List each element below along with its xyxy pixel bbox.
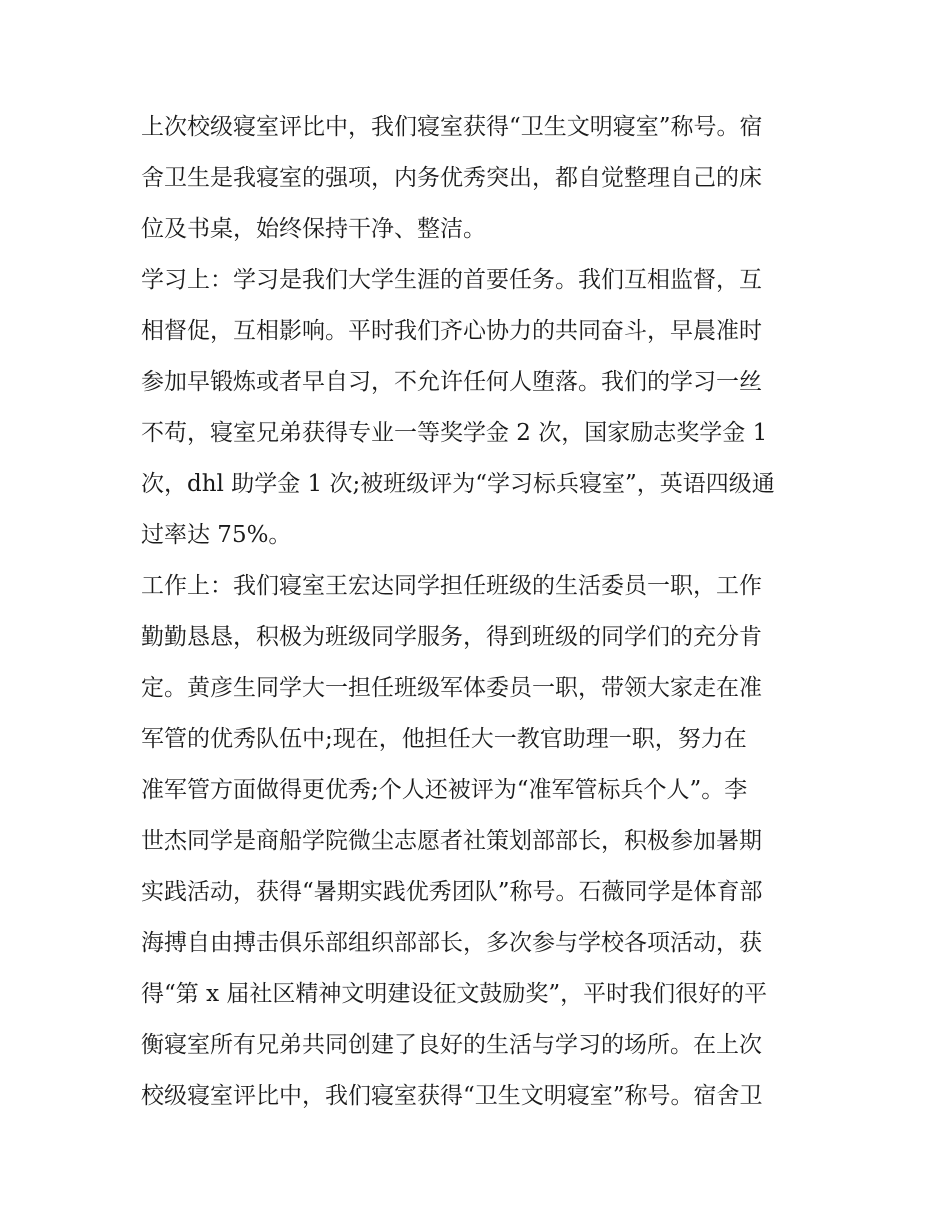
- text-line-18: 得“第 x 届社区精神文明建设征文鼓励奖”，平时我们很好的平: [141, 981, 768, 1007]
- text-line-5: 相督促，互相影响。平时我们齐心协力的共同奋斗，早晨准时: [141, 318, 762, 344]
- text-line-16: 实践活动，获得“暑期实践优秀团队”称号。石薇同学是体育部: [141, 879, 763, 905]
- text-line-14: 准军管方面做得更优秀;个人还被评为“准军管标兵个人”。李: [141, 777, 748, 803]
- text-line-8: 次，dhl 助学金 1 次;被班级评为“学习标兵寝室”，英语四级通: [141, 471, 775, 497]
- text-line-12: 定。黄彦生同学大一担任班级军体委员一职，带领大家走在准: [141, 675, 762, 701]
- text-line-17: 海搏自由搏击俱乐部组织部部长，多次参与学校各项活动，获: [141, 930, 762, 956]
- body-text: [141, 102, 821, 1122]
- text-line-15: 世杰同学是商船学院微尘志愿者社策划部部长，积极参加暑期: [141, 828, 762, 854]
- text-line-19: 衡寝室所有兄弟共同创建了良好的生活与学习的场所。在上次: [141, 1032, 762, 1058]
- text-line-10: 工作上：我们寝室王宏达同学担任班级的生活委员一职，工作: [141, 573, 762, 599]
- text-line-7: 不苟，寝室兄弟获得专业一等奖学金 2 次，国家励志奖学金 1: [141, 420, 768, 446]
- text-line-3: 位及书桌，始终保持干净、整洁。: [141, 216, 486, 242]
- text-line-4: 学习上：学习是我们大学生涯的首要任务。我们互相监督，互: [141, 267, 762, 293]
- text-line-1: 上次校级寝室评比中，我们寝室获得“卫生文明寝室”称号。宿: [141, 114, 763, 140]
- text-line-11: 勤勤恳恳，积极为班级同学服务，得到班级的同学们的充分肯: [141, 624, 762, 650]
- text-line-20: 校级寝室评比中，我们寝室获得“卫生文明寝室”称号。宿舍卫: [141, 1083, 763, 1109]
- text-line-2: 舍卫生是我寝室的强项，内务优秀突出，都自觉整理自己的床: [141, 165, 762, 191]
- text-line-6: 参加早锻炼或者早自习，不允许任何人堕落。我们的学习一丝: [141, 369, 762, 395]
- text-line-13: 军管的优秀队伍中;现在，他担任大一教官助理一职，努力在: [141, 726, 747, 752]
- text-line-9: 过率达 75%。: [141, 522, 292, 548]
